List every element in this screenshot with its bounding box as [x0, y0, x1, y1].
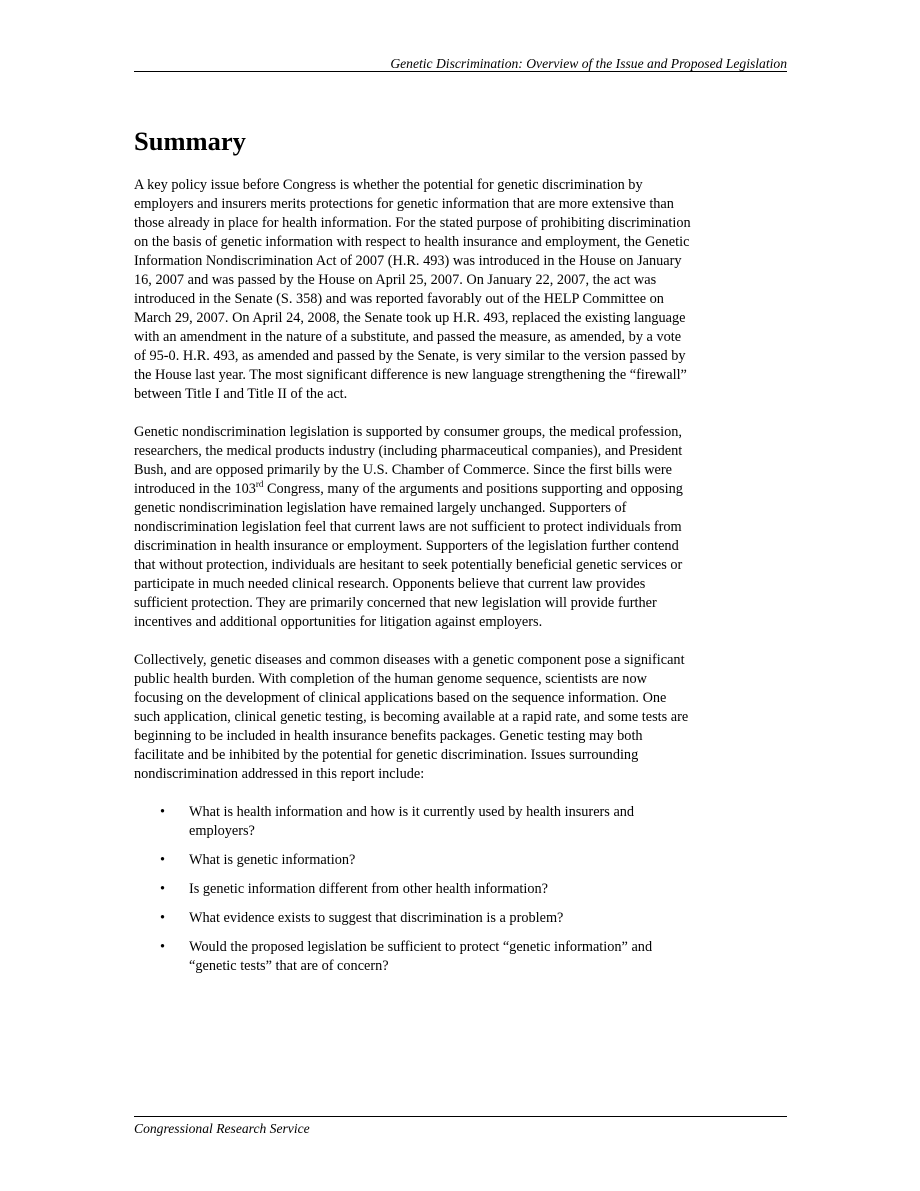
text-line: nondiscrimination addressed in this report include:	[134, 766, 425, 782]
text-line: What is genetic information?	[189, 852, 356, 868]
text-line: such application, clinical genetic testing, is becoming available at a rapid rate, and some tests are	[134, 709, 689, 725]
text-line: of 95-0. H.R. 493, as amended and passed by the Senate, is very similar to the version passed by	[134, 348, 686, 364]
paragraph-1	[134, 176, 794, 404]
text-line: What evidence exists to suggest that discrimination is a problem?	[189, 910, 564, 926]
text-line: Collectively, genetic diseases and common diseases with a genetic component pose a significant	[134, 652, 685, 668]
bullet-icon: •	[160, 939, 166, 955]
text-line: on the basis of genetic information with respect to health insurance and employment, the Genetic	[134, 234, 690, 250]
summary-body	[134, 176, 794, 986]
list-item	[134, 909, 794, 928]
text-line: Is genetic information different from other health information?	[189, 881, 549, 897]
text-line: participate in much needed clinical research. Opponents believe that current law provides	[134, 576, 646, 592]
text-fragment: introduced in the 103	[134, 481, 256, 497]
list-item	[134, 803, 794, 841]
text-line: the House last year. The most significant difference is new language strengthening the “firewall”	[134, 367, 687, 383]
bullet-icon: •	[160, 804, 166, 820]
text-line: What is health information and how is it currently used by health insurers and	[189, 804, 635, 820]
text-line: beginning to be included in health insurance benefits packages. Genetic testing may both	[134, 728, 643, 744]
text-line: genetic nondiscrimination legislation have remained largely unchanged. Supporters of	[134, 500, 627, 516]
text-line: public health burden. With completion of the human genome sequence, scientists are now	[134, 671, 647, 687]
text-line: incentives and additional opportunities for litigation against employers.	[134, 614, 543, 630]
text-line: researchers, the medical products industry (including pharmaceutical companies), and President	[134, 443, 683, 459]
text-line: facilitate and be inhibited by the potential for genetic discrimination. Issues surrounding	[134, 747, 639, 763]
bullet-icon: •	[160, 852, 166, 868]
paragraph-2	[134, 423, 794, 632]
list-item	[134, 938, 794, 976]
bullet-icon: •	[160, 881, 166, 897]
text-line: “genetic tests” that are of concern?	[189, 958, 389, 974]
section-title: Summary	[134, 126, 246, 156]
text-line: those already in place for health information. For the stated purpose of prohibiting discrimination	[134, 215, 691, 231]
text-line: A key policy issue before Congress is whether the potential for genetic discrimination by	[134, 177, 643, 193]
text-line: Would the proposed legislation be sufficient to protect “genetic information” and	[189, 939, 653, 955]
text-line: Genetic nondiscrimination legislation is supported by consumer groups, the medical profession,	[134, 424, 682, 440]
text-line: discrimination in health insurance or employment. Supporters of the legislation further contend	[134, 538, 679, 554]
paragraph-3	[134, 651, 794, 784]
text-line: nondiscrimination legislation feel that current laws are not sufficient to protect individuals from	[134, 519, 682, 535]
text-line: 16, 2007 and was passed by the House on April 25, 2007. On January 22, 2007, the act was	[134, 272, 657, 288]
list-item	[134, 851, 794, 870]
text-line: with an amendment in the nature of a substitute, and passed the measure, as amended, by a vote	[134, 329, 682, 345]
running-header: Genetic Discrimination: Overview of the Issue and Proposed Legislation	[390, 56, 787, 71]
text-line: introduced in the Senate (S. 358) and was reported favorably out of the HELP Committee on	[134, 291, 664, 307]
text-line: March 29, 2007. On April 24, 2008, the Senate took up H.R. 493, replaced the existing language	[134, 310, 686, 326]
ordinal-superscript: rd	[255, 479, 264, 490]
text-line-with-superscript	[134, 480, 794, 499]
text-line: employers?	[189, 823, 255, 839]
page-footer: Congressional Research Service	[134, 1121, 310, 1136]
bullet-icon: •	[160, 910, 166, 926]
issues-list	[134, 803, 794, 976]
header-rule	[134, 71, 787, 72]
text-line: that without protection, individuals are hesitant to seek potentially beneficial genetic services or	[134, 557, 683, 573]
footer-rule	[134, 1116, 787, 1117]
text-line: Information Nondiscrimination Act of 2007 (H.R. 493) was introduced in the House on January	[134, 253, 682, 269]
text-line: employers and insurers merits protections for genetic information that are more extensive than	[134, 196, 674, 212]
text-line: focusing on the development of clinical applications based on the sequence information. One	[134, 690, 667, 706]
text-line: sufficient protection. They are primarily concerned that new legislation will provide further	[134, 595, 657, 611]
text-line: between Title I and Title II of the act.	[134, 386, 348, 402]
text-line: Bush, and are opposed primarily by the U.S. Chamber of Commerce. Since the first bills were	[134, 462, 672, 478]
text-fragment: Congress, many of the arguments and positions supporting and opposing	[263, 481, 683, 497]
list-item	[134, 880, 794, 899]
